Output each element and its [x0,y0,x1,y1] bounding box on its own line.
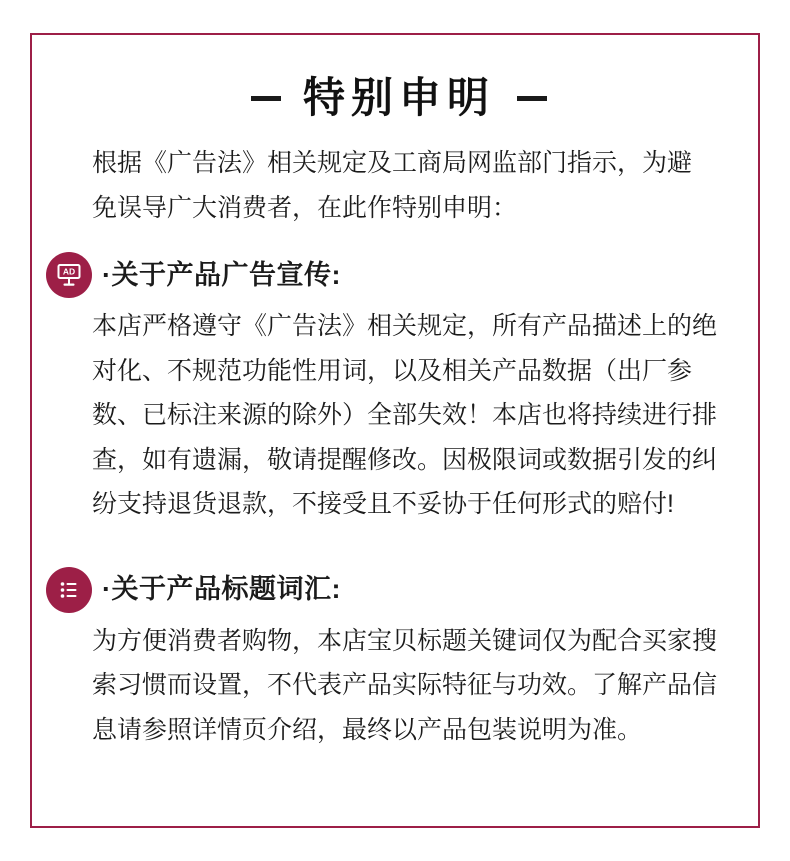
page-title [80,74,718,121]
section-title-keywords-header [46,567,718,613]
section-title-keywords-body: 为方便消费者购物，本店宝贝标题关键词仅为配合买家搜索习惯而设置，不代表产品实际特征与功效。了解产品信息请参照详情页介绍，最终以产品包装说明为准。 [92,626,718,744]
list-icon [46,567,92,613]
section-advertising-heading: ·关于产品广告宣传: [102,259,341,290]
section-advertising [62,252,718,527]
title-dash-right-icon [517,96,547,101]
svg-text:AD: AD [62,266,76,277]
title-dash-left-icon [251,96,281,101]
page-title-text: 特别申明 [302,74,495,121]
intro-paragraph: 根据《广告法》相关规定及工商局网监部门指示，为避免误导广大消费者，在此作特别申明： [92,149,693,222]
statement-panel [30,33,760,828]
section-advertising-body: 本店严格遵守《广告法》相关规定，所有产品描述上的绝对化、不规范功能性用词，以及相关产品数据（出厂参数、已标注来源的除外）全部失效！本店也将持续进行排查，如有遗漏，敬请提醒修改。因极限词或数据引发的纠纷支持退货退款，不接受且不妥协于任何形式的赔付! [92,312,718,518]
ad-board-icon [46,252,92,298]
section-title-keywords [80,567,718,753]
section-advertising-header [46,252,718,298]
section-spacer [80,541,718,567]
section-title-keywords-heading: ·关于产品标题词汇: [102,574,341,604]
